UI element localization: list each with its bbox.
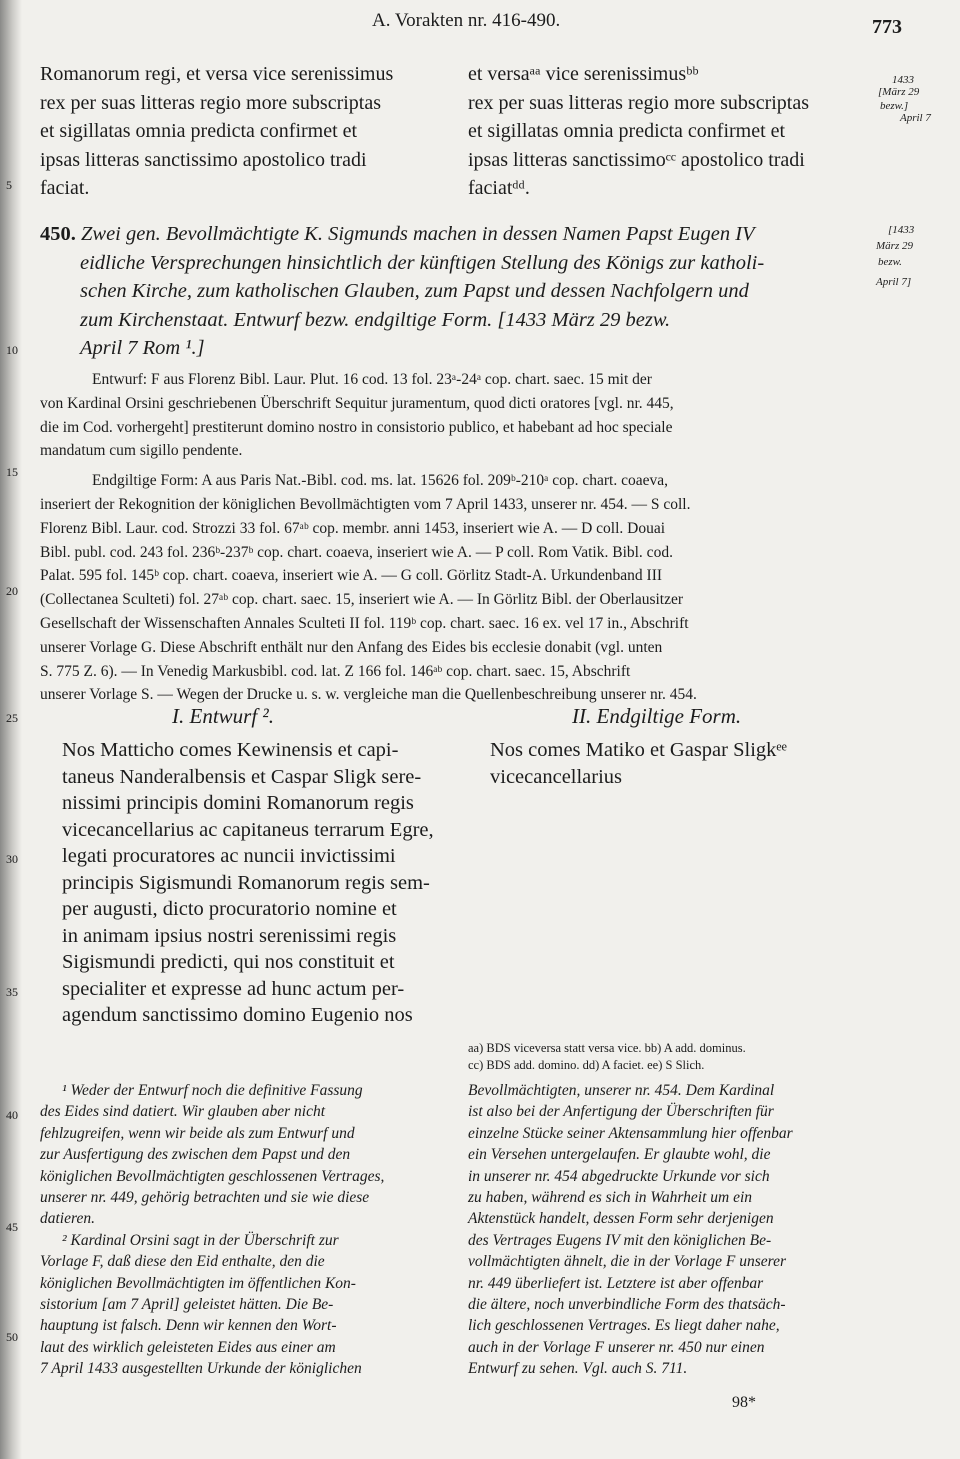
footnote-line: Bevollmächtigten, unserer nr. 454. Dem Kardinal bbox=[468, 1082, 775, 1099]
footnotes-right bbox=[468, 1080, 793, 1380]
footnote-line: ist also bei der Anfertigung der Überschriften für bbox=[468, 1103, 774, 1121]
line-number: 40 bbox=[6, 1108, 18, 1122]
line-number: 35 bbox=[6, 985, 18, 999]
margin-date: bezw. bbox=[878, 256, 902, 268]
line-number: 25 bbox=[6, 711, 18, 725]
apparatus-line: Gesellschaft der Wissenschaften Annales Sculteti II fol. 119ᵇ cop. chart. saec. 16 ex. vel 17 in., Abschrift bbox=[40, 614, 689, 632]
footnote-line: ¹ Weder der Entwurf noch die definitive Fassung bbox=[62, 1082, 363, 1099]
line-number: 45 bbox=[6, 1220, 18, 1234]
footnote-line: nr. 449 überliefert ist. Letztere ist aber offenbar bbox=[468, 1274, 764, 1292]
line-number: 50 bbox=[6, 1330, 18, 1344]
footnote-line: ein Versehen untergelaufen. Er glaubte wohl, die bbox=[468, 1146, 771, 1164]
apparatus-line: unserer Vorlage S. — Wegen der Drucke u. s. w. vergleiche man die Quellenbeschreibung unserer nr. 454. bbox=[40, 686, 697, 704]
apparatus-line: mandatum cum sigillo pendente. bbox=[40, 442, 243, 460]
footnote-line: des Vertrages Eugens IV mit den königlichen Be- bbox=[468, 1231, 772, 1249]
footnote-line: königlichen Bevollmächtigten im öffentlichen Kon- bbox=[40, 1274, 356, 1292]
text-line: vicecancellarius ac capitaneus terrarum Egre, bbox=[62, 818, 434, 841]
footnote-line: sistorium [am 7 April] geleistet hätten. Die Be- bbox=[40, 1296, 334, 1314]
heading-line: schen Kirche, zum katholischen Glauben, zum Papst und dessen Nachfolgern und bbox=[80, 280, 749, 302]
signature-mark: 98* bbox=[732, 1394, 756, 1411]
scan-edge-shadow bbox=[0, 0, 22, 1459]
footnote-line: Vorlage F, daß diese den Eid enthalte, den die bbox=[40, 1253, 325, 1271]
margin-date: [1433 bbox=[888, 224, 915, 236]
top-left-column bbox=[40, 60, 393, 203]
section-title-final: II. Endgiltige Form. bbox=[572, 704, 742, 728]
apparatus-line: von Kardinal Orsini geschriebenen Überschrift Sequitur juramentum, quod dicti oratores [vgl. nr. 445, bbox=[40, 394, 674, 412]
page-number: 773 bbox=[872, 16, 902, 38]
text-line: et versaᵃᵃ vice serenissimusᵇᵇ bbox=[468, 63, 699, 85]
text-line: agendum sanctissimo domino Eugenio nos bbox=[62, 1004, 413, 1026]
heading-line: zum Kirchenstaat. Entwurf bezw. endgiltige Form. [1433 März 29 bezw. bbox=[80, 308, 671, 331]
text-line: Sigismundi predicti, qui nos constituit et bbox=[62, 951, 395, 973]
text-line: ipsas litteras sanctissimoᶜᶜ apostolico tradi bbox=[468, 148, 805, 171]
text-line: vicecancellarius bbox=[490, 765, 623, 788]
footnote-line: einzelne Stücke seiner Aktensammlung hier offenbar bbox=[468, 1124, 793, 1142]
critical-apparatus bbox=[40, 368, 697, 707]
footnote-line: lich geschlossenen Vertrages. Es liegt daher nahe, bbox=[468, 1317, 780, 1335]
apparatus-line: Bibl. publ. cod. 243 fol. 236ᵇ-237ᵇ cop. chart. coaeva, inseriert wie A. — P coll. Rom Vatik. Bibl. cod. bbox=[40, 543, 673, 561]
line-number: 15 bbox=[6, 465, 18, 479]
text-line: Romanorum regi, et versa vice serenissimus bbox=[40, 63, 394, 85]
margin-date: April 7 bbox=[900, 112, 931, 124]
text-line: Nos Matticho comes Kewinensis et capi- bbox=[62, 739, 399, 761]
line-number: 30 bbox=[6, 852, 18, 866]
footnote-line: Entwurf zu sehen. Vgl. auch S. 711. bbox=[468, 1360, 688, 1378]
apparatus-line: Endgiltige Form: A aus Paris Nat.-Bibl. cod. ms. lat. 15626 fol. 209ᵇ-210ᵃ cop. chart. coaeva, bbox=[92, 472, 668, 490]
text-line: taneus Nanderalbensis et Caspar Sligk sere- bbox=[62, 765, 422, 788]
top-right-column bbox=[468, 60, 809, 203]
footnote-line: ² Kardinal Orsini sagt in der Überschrift zur bbox=[62, 1231, 339, 1249]
footnote-line: Aktenstück handelt, dessen Form sehr derjenigen bbox=[468, 1210, 774, 1228]
text-line: nissimi principis domini Romanorum regis bbox=[62, 792, 414, 814]
apparatus-line: inseriert der Rekognition der königlichen Bevollmächtigten vom 7 April 1433, unserer nr. 454. — S coll. bbox=[40, 495, 691, 513]
text-line: ipsas litteras sanctissimo apostolico tradi bbox=[40, 148, 367, 171]
apparatus-line: unserer Vorlage G. Diese Abschrift enthält nur den Anfang des Eides bis ecclesie donabit (vgl. unten bbox=[40, 638, 663, 656]
line-number: 5 bbox=[6, 178, 12, 192]
margin-date: [März 29 bbox=[878, 86, 920, 98]
text-line: et sigillatas omnia predicta confirmet et bbox=[40, 120, 358, 142]
running-header: A. Vorakten nr. 416-490. bbox=[372, 10, 561, 31]
footnote-line: vollmächtigten ähnelt, die in der Vorlage F unserer bbox=[468, 1253, 786, 1271]
apparatus-line: (Collectanea Sculteti) fol. 27ᵃᵇ cop. chart. saec. 15, inseriert wie A. — In Görlitz Bibl. der Oberlausitzer bbox=[40, 591, 684, 609]
apparatus-line: Palat. 595 fol. 145ᵇ cop. chart. coaeva, inseriert wie A. — G coll. Görlitz Stadt-A. Urkundenband III bbox=[40, 567, 663, 585]
margin-date: März 29 bbox=[876, 240, 913, 252]
apparatus-line: die im Cod. vorhergeht] prestiterunt domino nostro in consistorio publico, et habebant ad hoc speciale bbox=[40, 418, 673, 436]
footnote-line: des Eides sind datiert. Wir glauben aber nicht bbox=[40, 1103, 326, 1121]
final-text bbox=[490, 737, 787, 790]
heading-line: eidliche Versprechungen hinsichtlich der künftigen Stellung des Königs zur katholi- bbox=[80, 251, 765, 274]
margin-date: 1433 bbox=[892, 74, 914, 86]
footnote-line: zur Ausfertigung des zwischen dem Papst und den bbox=[40, 1146, 351, 1164]
text-line: legati procuratores ac nuncii invictissimi bbox=[62, 845, 396, 867]
footnote-line: hauptung ist falsch. Denn wir kennen den Wort- bbox=[40, 1317, 337, 1335]
margin-date: bezw.] bbox=[880, 100, 909, 112]
text-line: principis Sigismundi Romanorum regis sem- bbox=[62, 871, 430, 894]
apparatus-line: Entwurf: F aus Florenz Bibl. Laur. Plut. 16 cod. 13 fol. 23ᵃ-24ᵃ cop. chart. saec. 15 mit der bbox=[92, 371, 652, 388]
text-line: rex per suas litteras regio more subscriptas bbox=[40, 91, 382, 114]
margin-date: April 7] bbox=[876, 276, 912, 288]
footnote-line: in unserer nr. 454 abgedruckte Urkunde vor sich bbox=[468, 1167, 770, 1185]
footnote-line: königlichen Bevollmächtigten geschlossenen Vertrages, bbox=[40, 1167, 385, 1185]
text-line: et sigillatas omnia predicta confirmet et bbox=[468, 120, 786, 142]
footnote-line: datieren. bbox=[40, 1210, 95, 1228]
apparatus-line: S. 775 Z. 6). — In Venedig Markusbibl. cod. lat. Z 166 fol. 146ᵃᵇ cop. chart. saec. 15, Abschrift bbox=[40, 662, 631, 680]
footnote-line: 7 April 1433 ausgestellten Urkunde der königlichen bbox=[40, 1360, 362, 1378]
text-line: per augusti, dicto procuratorio nomine et bbox=[62, 898, 397, 920]
heading-line: April 7 Rom ¹.] bbox=[80, 337, 205, 359]
apparatus-line: Florenz Bibl. Laur. cod. Strozzi 33 fol. 67ᵃᵇ cop. membr. anni 1453, inseriert wie A. — D coll. Douai bbox=[40, 519, 666, 537]
text-line: rex per suas litteras regio more subscriptas bbox=[468, 91, 810, 114]
text-line: faciat. bbox=[40, 177, 90, 199]
section-title-draft: I. Entwurf ². bbox=[172, 704, 274, 728]
variant-notes bbox=[468, 1040, 746, 1074]
document-number: 450. bbox=[40, 223, 76, 245]
draft-text bbox=[62, 737, 434, 1029]
text-line: specialiter et expresse ad hunc actum per- bbox=[62, 977, 405, 1000]
footnote-line: auch in der Vorlage F unserer nr. 450 nur einen bbox=[468, 1338, 765, 1356]
document-heading bbox=[40, 220, 764, 363]
heading-line: Zwei gen. Bevollmächtigte K. Sigmunds machen in dessen Namen Papst Eugen IV bbox=[81, 223, 755, 245]
line-number: 20 bbox=[6, 584, 18, 598]
variant-line: cc) BDS add. domino. dd) A faciet. ee) S Slich. bbox=[468, 1058, 705, 1072]
text-line: faciatᵈᵈ. bbox=[468, 177, 530, 199]
footnote-line: zu haben, während es sich in Wahrheit um ein bbox=[468, 1189, 753, 1207]
text-line: in animam ipsius nostri serenissimi regis bbox=[62, 924, 397, 947]
footnotes-left bbox=[40, 1080, 384, 1380]
footnote-line: laut des wirklich geleisteten Eides aus einer am bbox=[40, 1338, 336, 1356]
footnote-line: die ältere, noch unverbindliche Form des thatsäch- bbox=[468, 1296, 786, 1314]
footnote-line: unserer nr. 449, gehörig betrachten und sie wie diese bbox=[40, 1189, 370, 1207]
text-line: Nos comes Matiko et Gaspar Sligkᵉᵉ bbox=[490, 739, 787, 761]
line-number: 10 bbox=[6, 343, 18, 357]
variant-line: aa) BDS viceversa statt versa vice. bb) A add. dominus. bbox=[468, 1041, 746, 1055]
footnote-line: fehlzugreifen, wenn wir beide als zum Entwurf und bbox=[40, 1124, 355, 1142]
